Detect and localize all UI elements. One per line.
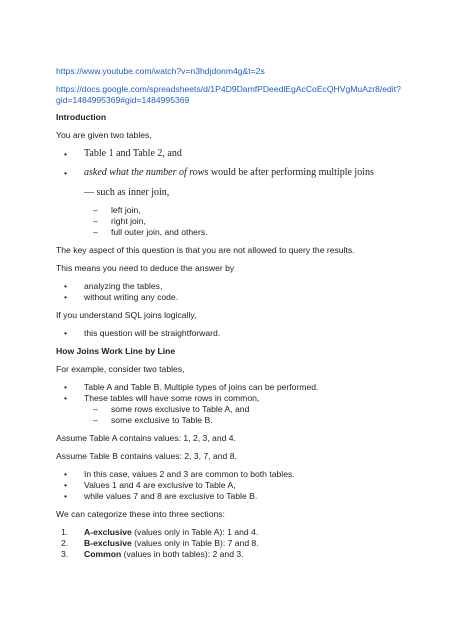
full-outer-join-text: full outer join, and others. [111,227,208,237]
analyzing-text: analyzing the tables, [84,281,163,291]
categorize-text: We can categorize these into three sections: [56,509,225,519]
common-values-text: In this case, values 2 and 3 are common to both tables. [84,469,295,479]
bullet-marker: • [64,469,68,479]
bullet-marker: • [64,491,68,501]
bullet-marker: • [64,480,68,490]
values-a-text: Values 1 and 4 are exclusive to Table A, [84,480,236,490]
example-text: For example, consider two tables, [56,364,185,374]
bullet-marker: • [64,149,68,159]
right-join-text: right join, [111,216,146,226]
given-text: You are given two tables, [56,130,152,140]
list-item-a-exclusive [84,527,258,538]
bullet-marker: • [64,168,68,178]
introduction-heading: Introduction [56,112,107,122]
key-aspect-text: The key aspect of this question is that you are not allowed to query the results. [56,245,355,255]
desc-a-exclusive: (values only in Table A): 1 and 4. [131,527,259,537]
bullet-marker: • [64,292,68,302]
bullet-marker: • [64,281,68,291]
dash-marker: – [93,205,98,215]
assume-a-text: Assume Table A contains values: 1, 2, 3, and 4. [56,433,236,443]
term-a-exclusive: A-exclusive [84,527,132,537]
dash-marker: – [93,216,98,226]
dash-marker: – [93,415,98,425]
list-number: 1. [61,527,69,537]
spreadsheet-link-line2[interactable]: gid=1484995369#gid=1484995369 [56,95,190,105]
deduce-text: This means you need to deduce the answer by [56,263,235,273]
left-join-text: left join, [111,205,141,215]
exclusive-b-text: some exclusive to Table B. [111,415,213,425]
assume-b-text: Assume Table B contains values: 2, 3, 7, and 8. [56,451,237,461]
list-item-common [84,549,244,560]
dash-marker: – [93,404,98,414]
tables-ab-text: Table A and Table B. Multiple types of joins can be performed. [84,382,319,392]
asked-emphasis: asked what the number of rows [84,167,209,178]
bullet-marker: • [64,393,68,403]
youtube-link[interactable]: https://www.youtube.com/watch?v=n3hdjdonm4g&t=2s [56,66,265,76]
desc-b-exclusive: (values only in Table B): 7 and 8. [131,538,259,548]
term-common: Common [84,549,122,559]
spreadsheet-link-line1[interactable]: https://docs.google.com/spreadsheets/d/1P4D9DamfPDeedlEgAcCoEcQHVgMuAzr8/edit? [56,84,401,94]
bullet-marker: • [64,328,68,338]
bullet-marker: • [64,382,68,392]
if-understand-text: If you understand SQL joins logically, [56,310,197,320]
list-number: 2. [61,538,69,548]
list-item-b-exclusive [84,538,259,549]
such-as-text: — such as inner join, [84,187,170,198]
list-number: 3. [61,549,69,559]
straightforward-text: this question will be straightforward. [84,328,221,338]
asked-bullet-text [84,167,374,178]
without-code-text: without writing any code. [84,292,179,302]
tables-bullet-text: Table 1 and Table 2, and [84,148,182,159]
asked-rest: would be after performing multiple joins [208,167,374,178]
desc-common: (values in both tables): 2 and 3. [121,549,244,559]
rows-common-text: These tables will have some rows in common, [84,393,260,403]
exclusive-a-text: some rows exclusive to Table A, and [111,404,250,414]
values-b-text: while values 7 and 8 are exclusive to Table B. [84,491,258,501]
dash-marker: – [93,227,98,237]
how-joins-heading: How Joins Work Line by Line [56,346,176,356]
term-b-exclusive: B-exclusive [84,538,132,548]
